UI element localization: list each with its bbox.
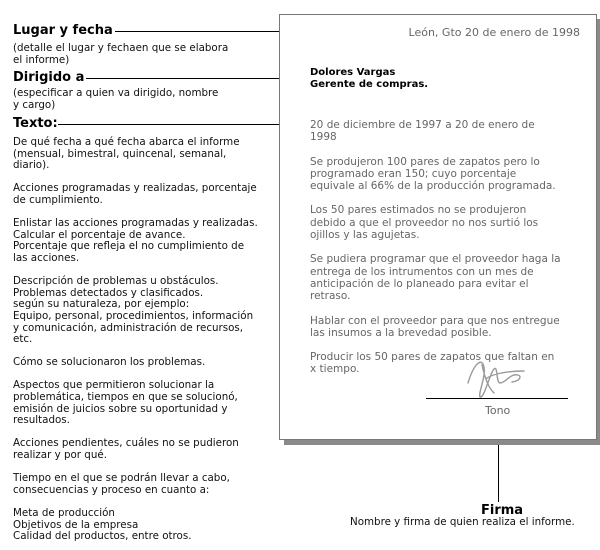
firma-connector-line bbox=[498, 438, 499, 502]
letter-paragraph bbox=[310, 351, 600, 376]
recipient-title: Gerente de compras. bbox=[310, 78, 429, 90]
letter-line: programado eran 150; cuyo porcentaje bbox=[310, 167, 517, 180]
signature-scribble bbox=[460, 353, 530, 401]
letter-line: Hablar con el proveedor para que nos entregue bbox=[310, 314, 560, 327]
texto-heading: Texto: bbox=[13, 116, 58, 131]
texto-line: Objetivos de la empresa bbox=[13, 518, 139, 531]
texto-line: Acciones pendientes, cuáles no se pudieron bbox=[13, 437, 239, 450]
letter-line: equivale al 66% de la producción programada. bbox=[310, 180, 556, 193]
signature-line bbox=[426, 398, 568, 399]
texto-line: resultados. bbox=[13, 414, 70, 427]
letter-recipient bbox=[310, 67, 428, 90]
texto-line: Enlistar las acciones programadas y realizadas. bbox=[13, 217, 258, 230]
texto-description bbox=[13, 137, 278, 543]
letter-paragraph bbox=[310, 204, 600, 241]
letter-line: x tiempo. bbox=[310, 363, 360, 376]
signer-name: Tono bbox=[485, 404, 511, 417]
dirigido-a-description: (especificar a quien va dirigido, nombre y cargo) bbox=[13, 87, 219, 111]
letter-line: Los 50 pares estimados no se produjeron bbox=[310, 204, 527, 217]
texto-line: problemática, tiempos en que se solucionó, bbox=[13, 391, 238, 404]
letter-place-date: León, Gto 20 de enero de 1998 bbox=[408, 26, 580, 39]
dirigido-connector-line bbox=[86, 78, 308, 79]
texto-line: Descripción de problemas u obstáculos. bbox=[13, 275, 219, 288]
dirigido-a-heading: Dirigido a bbox=[13, 70, 85, 85]
texto-line: realizar y por qué. bbox=[13, 449, 107, 462]
texto-connector-line bbox=[58, 124, 308, 125]
texto-line: Equipo, personal, procedimientos, información bbox=[13, 309, 254, 322]
texto-line: Calidad del productos, entre otros. bbox=[13, 530, 192, 543]
texto-line: Problemas detectados y clasificados. bbox=[13, 286, 204, 299]
texto-line: Calcular el porcentaje de avance. bbox=[13, 228, 186, 241]
texto-line: Aspectos que permitieron solucionar la bbox=[13, 379, 215, 392]
texto-line: Meta de producción bbox=[13, 507, 115, 519]
texto-line: de cumplimiento. bbox=[13, 193, 103, 206]
letter-line: debido a que el proveedor no nos surtió los bbox=[310, 216, 539, 229]
letter-line: ojillos y las agujetas. bbox=[310, 229, 420, 242]
texto-line: emisión de juicios sobre su oportunidad y bbox=[13, 402, 228, 415]
texto-line: Porcentaje que refleja el no cumplimiento de bbox=[13, 240, 245, 253]
letter-line: Se produjeron 100 pares de zapatos pero lo bbox=[310, 155, 540, 168]
texto-line: Tiempo en el que se podrán llevar a cabo, bbox=[13, 472, 230, 485]
letter-card bbox=[279, 14, 597, 440]
texto-line: De qué fecha a qué fecha abarca el informe bbox=[13, 136, 240, 148]
firma-description: Nombre y firma de quien realiza el informe. bbox=[350, 516, 575, 528]
firma-heading: Firma bbox=[481, 503, 524, 518]
letter-paragraph bbox=[310, 156, 600, 193]
lugar-fecha-heading: Lugar y fecha bbox=[13, 23, 113, 38]
letter-paragraph bbox=[310, 253, 600, 302]
letter-line: 20 de diciembre de 1997 a 20 de enero de bbox=[310, 119, 535, 131]
texto-line: diario). bbox=[13, 159, 50, 172]
texto-line: consecuencias y proceso en cuanto a: bbox=[13, 483, 210, 496]
letter-line: entrega de los intrumentos con un mes de bbox=[310, 265, 534, 278]
letter-line: Producir los 50 pares de zapatos que faltan en bbox=[310, 351, 555, 364]
letter-paragraph bbox=[310, 119, 600, 144]
texto-line: Cómo se solucionaron los problemas. bbox=[13, 356, 206, 369]
letter-paragraph bbox=[310, 315, 600, 340]
texto-line: Acciones programadas y realizadas, porcentaje bbox=[13, 182, 257, 195]
texto-line: y comunicación, administración de recursos, bbox=[13, 321, 244, 334]
letter-line: 1998 bbox=[310, 131, 337, 144]
letter-line: las insumos a la brevedad posible. bbox=[310, 326, 492, 339]
letter-line: retraso. bbox=[310, 290, 351, 303]
texto-line: las acciones. bbox=[13, 251, 80, 264]
recipient-name: Dolores Vargas bbox=[310, 67, 396, 78]
letter-line: Se pudiera programar que el proveedor haga la bbox=[310, 253, 561, 266]
texto-line: etc. bbox=[13, 333, 33, 346]
letter-body bbox=[310, 119, 600, 388]
lugar-fecha-description: (detalle el lugar y fechaen que se elabora el informe) bbox=[13, 42, 229, 66]
letter-line: anticipación de lo planeado para evitar el bbox=[310, 277, 529, 290]
texto-line: (mensual, bimestral, quincenal, semanal, bbox=[13, 147, 227, 160]
texto-line: según su naturaleza, por ejemplo: bbox=[13, 298, 190, 311]
